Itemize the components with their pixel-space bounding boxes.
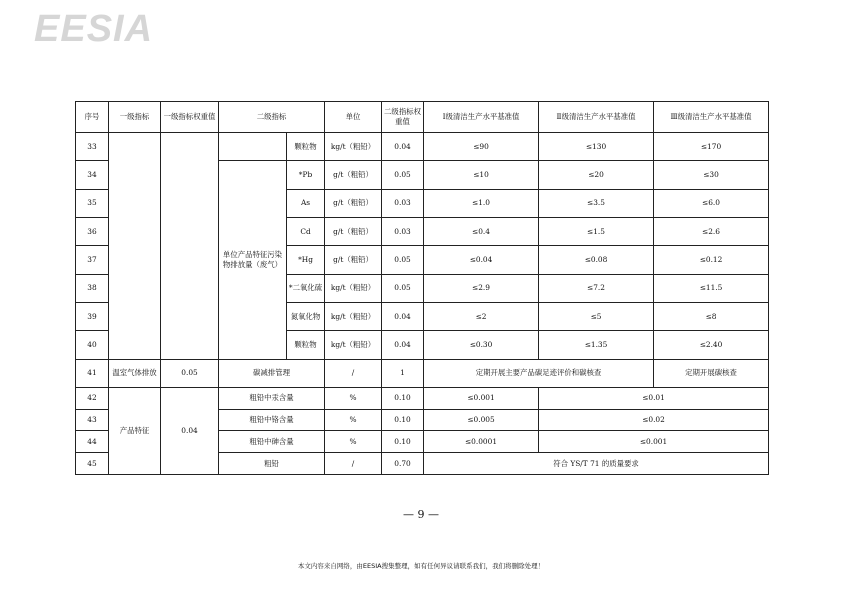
row-number: 40: [76, 331, 109, 359]
grade1-cell: ≤90: [424, 133, 539, 161]
weight-cell: 0.04: [382, 302, 424, 330]
grade1-cell: ≤0.4: [424, 217, 539, 245]
unit-cell: kg/t（粗铅）: [325, 133, 382, 161]
grade3-cell: ≤11.5: [654, 274, 769, 302]
level2-item: 粗铅中铬含量: [219, 409, 325, 431]
grade2-cell: ≤20: [539, 161, 654, 189]
row-number: 42: [76, 387, 109, 409]
grade3-cell: ≤8: [654, 302, 769, 330]
level2-category-cell-empty: [219, 133, 287, 161]
weight-cell: 0.05: [382, 161, 424, 189]
unit-cell: kg/t（粗铅）: [325, 302, 382, 330]
header-level1-weight: 一级指标权重值: [161, 102, 219, 133]
weight-cell: 0.10: [382, 409, 424, 431]
ghg-level1-weight: 0.05: [161, 359, 219, 387]
page-number: — 9 —: [403, 508, 439, 521]
grade1-cell: ≤0.0001: [424, 431, 539, 453]
weight-cell: 0.10: [382, 387, 424, 409]
level2-item: 颗粒物: [287, 331, 325, 359]
grade3-cell: ≤170: [654, 133, 769, 161]
ghg-level2: 碳减排管理: [219, 359, 325, 387]
ghg-grade12: 定期开展主要产品碳足迹评价和碳核查: [424, 359, 654, 387]
row-number: 37: [76, 246, 109, 274]
level2-item: 粗铅中砷含量: [219, 431, 325, 453]
weight-cell: 0.03: [382, 217, 424, 245]
unit-cell: %: [325, 409, 382, 431]
header-unit: 单位: [325, 102, 382, 133]
weight-cell: 0.04: [382, 331, 424, 359]
row-number: 44: [76, 431, 109, 453]
table-header-row: [76, 102, 769, 133]
row-number: 34: [76, 161, 109, 189]
header-grade1: Ⅰ级清洁生产水平基准值: [424, 102, 539, 133]
grade2-cell: ≤7.2: [539, 274, 654, 302]
ghg-grade3: 定期开展碳核查: [654, 359, 769, 387]
level2-item: *Pb: [287, 161, 325, 189]
level2-item: *Hg: [287, 246, 325, 274]
unit-cell: /: [325, 359, 382, 387]
level2-item: As: [287, 189, 325, 217]
header-level1: 一级指标: [109, 102, 161, 133]
unit-cell: g/t（粗铅）: [325, 217, 382, 245]
grade23-cell: ≤0.01: [539, 387, 769, 409]
grade1-cell: ≤2: [424, 302, 539, 330]
row-number: 35: [76, 189, 109, 217]
header-grade2: Ⅱ级清洁生产水平基准值: [539, 102, 654, 133]
ghg-level1: 温室气体排放: [109, 359, 161, 387]
weight-cell: 0.05: [382, 246, 424, 274]
grade1-cell: ≤10: [424, 161, 539, 189]
level2-item: 粗铅中汞含量: [219, 387, 325, 409]
unit-cell: kg/t（粗铅）: [325, 274, 382, 302]
grade2-cell: ≤1.35: [539, 331, 654, 359]
row-number: 38: [76, 274, 109, 302]
grade3-cell: ≤2.6: [654, 217, 769, 245]
weight-cell: 0.04: [382, 133, 424, 161]
emission-category: 单位产品特征污染物排放量（废气）: [219, 161, 287, 359]
grade2-cell: ≤5: [539, 302, 654, 330]
row-number: 39: [76, 302, 109, 330]
grade1-cell: ≤0.001: [424, 387, 539, 409]
grade23-cell: ≤0.02: [539, 409, 769, 431]
grade2-cell: ≤0.08: [539, 246, 654, 274]
grade123-cell: 符合 YS/T 71 的质量要求: [424, 453, 769, 475]
weight-cell: 0.03: [382, 189, 424, 217]
grade2-cell: ≤1.5: [539, 217, 654, 245]
unit-cell: g/t（粗铅）: [325, 161, 382, 189]
unit-cell: g/t（粗铅）: [325, 246, 382, 274]
weight-cell: 0.10: [382, 431, 424, 453]
grade3-cell: ≤6.0: [654, 189, 769, 217]
level2-item: 颗粒物: [287, 133, 325, 161]
footer-disclaimer: 本文内容来自网络，由EESIA搜集整理，如有任何异议请联系我们，我们将删除处理！: [297, 562, 545, 570]
grade2-cell: ≤3.5: [539, 189, 654, 217]
unit-cell: kg/t（粗铅）: [325, 331, 382, 359]
unit-cell: %: [325, 431, 382, 453]
header-grade3: Ⅲ级清洁生产水平基准值: [654, 102, 769, 133]
weight-cell: 0.05: [382, 274, 424, 302]
table-row: [76, 133, 769, 161]
grade3-cell: ≤2.40: [654, 331, 769, 359]
table-row: [76, 387, 769, 409]
grade1-cell: ≤0.30: [424, 331, 539, 359]
grade1-cell: ≤0.04: [424, 246, 539, 274]
weight-cell: 1: [382, 359, 424, 387]
header-no: 序号: [76, 102, 109, 133]
row-number: 43: [76, 409, 109, 431]
unit-cell: g/t（粗铅）: [325, 189, 382, 217]
level2-item: 氮氧化物: [287, 302, 325, 330]
eesia-logo: EESIA: [34, 8, 154, 50]
row-number: 41: [76, 359, 109, 387]
grade3-cell: ≤30: [654, 161, 769, 189]
weight-cell: 0.70: [382, 453, 424, 475]
product-level1-weight: 0.04: [161, 387, 219, 474]
level1-cell-empty: [109, 133, 161, 360]
level2-item: *二氧化硫: [287, 274, 325, 302]
unit-cell: %: [325, 387, 382, 409]
level2-item: 粗铅: [219, 453, 325, 475]
row-number: 36: [76, 217, 109, 245]
grade1-cell: ≤2.9: [424, 274, 539, 302]
level2-item: Cd: [287, 217, 325, 245]
unit-cell: /: [325, 453, 382, 475]
row-number: 45: [76, 453, 109, 475]
grade3-cell: ≤0.12: [654, 246, 769, 274]
row-number: 33: [76, 133, 109, 161]
table-row: [76, 359, 769, 387]
grade2-cell: ≤130: [539, 133, 654, 161]
header-level2-weight: 二级指标权重值: [382, 102, 424, 133]
header-level2: 二级指标: [219, 102, 325, 133]
grade23-cell: ≤0.001: [539, 431, 769, 453]
grade1-cell: ≤0.005: [424, 409, 539, 431]
level1-weight-cell-empty: [161, 133, 219, 360]
grade1-cell: ≤1.0: [424, 189, 539, 217]
clean-production-indicator-table: [75, 101, 769, 475]
product-level1: 产品特征: [109, 387, 161, 474]
